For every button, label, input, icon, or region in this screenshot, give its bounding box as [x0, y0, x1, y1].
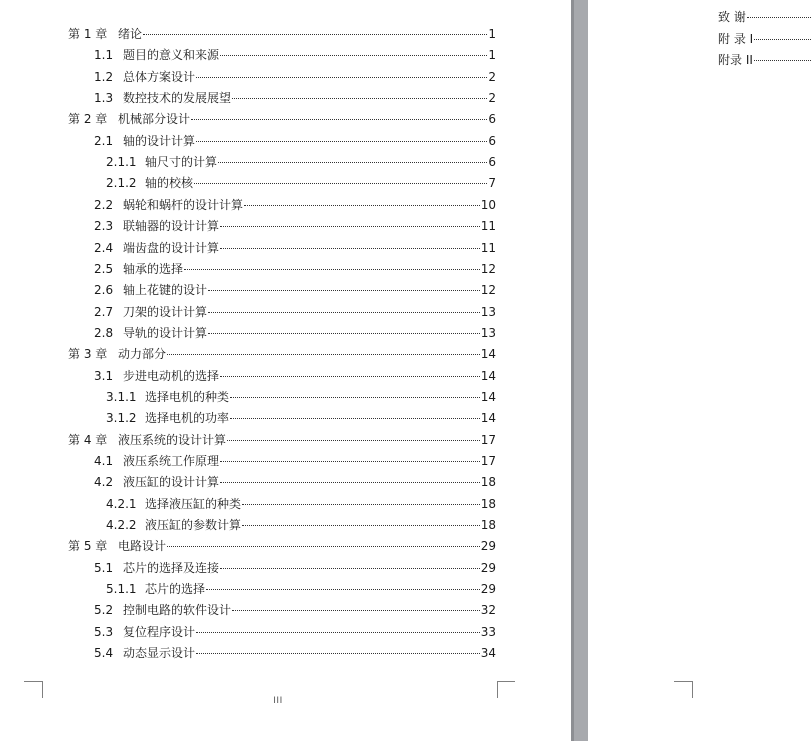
toc-leader-dots [220, 55, 487, 56]
toc-entry-page-number: 11 [480, 219, 496, 233]
toc-leader-dots [747, 17, 812, 18]
toc-entry-title: 液压系统的设计计算 [118, 433, 227, 447]
toc-entry-title: 芯片的选择 [145, 582, 206, 596]
toc-entry-title: 题目的意义和来源 [123, 48, 220, 62]
toc-entry-title: 动力部分 [118, 347, 167, 361]
toc-entry[interactable] [94, 197, 496, 213]
toc-entry[interactable] [94, 304, 496, 320]
toc-entry[interactable] [94, 90, 496, 106]
toc-entry-page-number: 29 [480, 582, 496, 596]
toc-entry-number: 4.2.2 [106, 518, 137, 532]
toc-entry[interactable] [94, 47, 496, 63]
toc-entry[interactable] [94, 624, 496, 640]
toc-entry[interactable] [106, 581, 496, 597]
toc-entry-title: 轴上花键的设计 [123, 283, 208, 297]
toc-entry-title: 液压缸的设计计算 [123, 475, 220, 489]
toc-leader-dots [242, 504, 480, 505]
page-shadow [571, 0, 574, 741]
toc-entry-page-number: 6 [488, 155, 496, 169]
toc-leader-dots [208, 312, 480, 313]
toc-leader-dots [184, 269, 480, 270]
corner-mark-bottom-right-h [497, 681, 515, 682]
toc-entry-appendix-1[interactable] [718, 31, 812, 47]
page-number-footer: III [273, 696, 283, 706]
toc-leader-dots [244, 205, 480, 206]
toc-entry[interactable] [106, 175, 496, 191]
toc-entry-number: 5.3 [94, 625, 114, 639]
toc-entry-number: 5.1.1 [106, 582, 137, 596]
toc-entry-number: 第 4 章 [68, 433, 108, 447]
toc-entry-page-number: 18 [480, 497, 496, 511]
toc-entry-number: 2.1.2 [106, 176, 137, 190]
toc-entry-number: 2.8 [94, 326, 114, 340]
toc-entry[interactable] [68, 538, 496, 554]
toc-leader-dots [218, 162, 487, 163]
toc-entry-title: 致 谢 [718, 10, 746, 24]
toc-entry-number: 2.3 [94, 219, 114, 233]
toc-entry-title: 总体方案设计 [123, 70, 196, 84]
toc-leader-dots [143, 34, 487, 35]
toc-entry-number: 4.1 [94, 454, 114, 468]
toc-entry-page-number: 29 [480, 539, 496, 553]
toc-entry[interactable] [94, 453, 496, 469]
toc-entry-title: 复位程序设计 [123, 625, 196, 639]
toc-entry[interactable] [94, 602, 496, 618]
toc-entry-title: 附 录 I [718, 32, 754, 46]
toc-leader-dots [167, 354, 480, 355]
toc-entry-title: 液压系统工作原理 [123, 454, 220, 468]
toc-entry[interactable] [106, 410, 496, 426]
toc-entry-number: 3.1 [94, 369, 114, 383]
toc-entry-page-number: 14 [480, 390, 496, 404]
toc-entry-appendix-2[interactable] [718, 52, 812, 68]
toc-entry-acknowledgements[interactable] [718, 9, 812, 25]
toc-entry-page-number: 13 [480, 305, 496, 319]
toc-entry-number: 5.1 [94, 561, 114, 575]
toc-entry[interactable] [94, 368, 496, 384]
toc-leader-dots [196, 77, 487, 78]
toc-leader-dots [232, 610, 480, 611]
toc-entry-title: 轴尺寸的计算 [145, 155, 218, 169]
toc-entry[interactable] [94, 282, 496, 298]
toc-leader-dots [230, 397, 480, 398]
toc-entry-title: 刀架的设计计算 [123, 305, 208, 319]
toc-entry-number: 2.1 [94, 134, 114, 148]
toc-entry-title: 机械部分设计 [118, 112, 191, 126]
toc-entry-title: 轴的校核 [145, 176, 194, 190]
toc-entry-page-number: 1 [488, 48, 496, 62]
toc-leader-dots [232, 98, 487, 99]
toc-entry-title: 选择电机的功率 [145, 411, 230, 425]
document-page-right [588, 0, 812, 741]
toc-entry[interactable] [68, 111, 496, 127]
toc-entry-page-number: 2 [488, 91, 496, 105]
toc-entry-page-number: 17 [480, 433, 496, 447]
toc-leader-dots [227, 440, 480, 441]
toc-entry[interactable] [94, 474, 496, 490]
toc-entry-number: 3.1.1 [106, 390, 137, 404]
toc-entry-title: 选择电机的种类 [145, 390, 230, 404]
toc-leader-dots [208, 333, 480, 334]
toc-leader-dots [167, 546, 480, 547]
toc-leader-dots [206, 589, 480, 590]
toc-entry-title: 电路设计 [118, 539, 167, 553]
toc-entry-page-number: 18 [480, 475, 496, 489]
toc-entry-number: 2.2 [94, 198, 114, 212]
toc-leader-dots [196, 141, 487, 142]
toc-entry-page-number: 1 [488, 27, 496, 41]
toc-leader-dots [194, 183, 487, 184]
toc-entry-title: 液压缸的参数计算 [145, 518, 242, 532]
toc-leader-dots [220, 568, 480, 569]
toc-entry-page-number: 6 [488, 134, 496, 148]
toc-entry-number: 2.6 [94, 283, 114, 297]
toc-entry-number: 2.5 [94, 262, 114, 276]
toc-entry-title: 选择液压缸的种类 [145, 497, 242, 511]
toc-entry-page-number: 6 [488, 112, 496, 126]
toc-entry-number: 第 3 章 [68, 347, 108, 361]
toc-entry-page-number: 12 [480, 262, 496, 276]
toc-entry[interactable] [106, 389, 496, 405]
toc-entry-number: 1.2 [94, 70, 114, 84]
toc-entry-page-number: 33 [480, 625, 496, 639]
toc-entry-number: 4.2 [94, 475, 114, 489]
toc-entry-page-number: 14 [480, 369, 496, 383]
toc-entry-number: 2.4 [94, 241, 114, 255]
toc-entry-page-number: 29 [480, 561, 496, 575]
toc-entry[interactable] [94, 261, 496, 277]
toc-entry-number: 2.1.1 [106, 155, 137, 169]
toc-entry[interactable] [94, 325, 496, 341]
toc-entry-page-number: 17 [480, 454, 496, 468]
toc-entry-number: 5.2 [94, 603, 114, 617]
toc-entry[interactable] [106, 517, 496, 533]
toc-entry-title: 数控技术的发展展望 [123, 91, 232, 105]
toc-entry[interactable] [94, 240, 496, 256]
corner-mark-bottom-left-v [42, 681, 43, 698]
toc-entry[interactable] [68, 346, 496, 362]
toc-leader-dots [754, 60, 812, 61]
toc-leader-dots [230, 418, 480, 419]
toc-entry-title: 轴承的选择 [123, 262, 184, 276]
toc-entry-page-number: 14 [480, 411, 496, 425]
toc-leader-dots [191, 119, 487, 120]
toc-entry-page-number: 11 [480, 241, 496, 255]
toc-entry-number: 5.4 [94, 646, 114, 660]
toc-entry-number: 1.1 [94, 48, 114, 62]
toc-entry-title: 绪论 [118, 27, 143, 41]
corner-mark-bottom-right-v [497, 681, 498, 698]
toc-entry-title: 联轴器的设计计算 [123, 219, 220, 233]
toc-entry-number: 1.3 [94, 91, 114, 105]
toc-entry[interactable] [68, 432, 496, 448]
toc-entry[interactable] [106, 496, 496, 512]
toc-entry-title: 附录 II [718, 53, 753, 67]
toc-entry-title: 芯片的选择及连接 [123, 561, 220, 575]
corner-mark-bottom-left-v [692, 681, 693, 698]
toc-entry[interactable] [68, 26, 496, 42]
toc-entry-number: 第 1 章 [68, 27, 108, 41]
toc-leader-dots [208, 290, 480, 291]
toc-leader-dots [220, 482, 480, 483]
toc-leader-dots [220, 461, 480, 462]
toc-leader-dots [196, 653, 480, 654]
toc-entry-number: 第 2 章 [68, 112, 108, 126]
toc-entry-page-number: 10 [480, 198, 496, 212]
toc-leader-dots [220, 376, 480, 377]
toc-entry-title: 动态显示设计 [123, 646, 196, 660]
toc-entry-page-number: 2 [488, 70, 496, 84]
toc-entry-page-number: 32 [480, 603, 496, 617]
toc-entry-page-number: 13 [480, 326, 496, 340]
toc-entry-title: 蜗轮和蜗杆的设计计算 [123, 198, 244, 212]
toc-leader-dots [196, 632, 480, 633]
toc-entry[interactable] [94, 645, 496, 661]
toc-leader-dots [220, 248, 480, 249]
toc-entry-title: 端齿盘的设计计算 [123, 241, 220, 255]
toc-entry[interactable] [94, 133, 496, 149]
toc-leader-dots [754, 39, 812, 40]
toc-entry-title: 步进电动机的选择 [123, 369, 220, 383]
toc-entry[interactable] [94, 69, 496, 85]
toc-entry[interactable] [94, 560, 496, 576]
corner-mark-bottom-left-h [24, 681, 42, 682]
toc-entry-page-number: 18 [480, 518, 496, 532]
toc-entry-title: 控制电路的软件设计 [123, 603, 232, 617]
toc-entry-page-number: 12 [480, 283, 496, 297]
corner-mark-bottom-left-h [674, 681, 692, 682]
toc-entry-title: 轴的设计计算 [123, 134, 196, 148]
toc-entry-page-number: 14 [480, 347, 496, 361]
toc-entry-number: 3.1.2 [106, 411, 137, 425]
toc-entry[interactable] [94, 218, 496, 234]
toc-entry-number: 第 5 章 [68, 539, 108, 553]
toc-entry-number: 2.7 [94, 305, 114, 319]
toc-leader-dots [242, 525, 480, 526]
toc-entry-page-number: 7 [488, 176, 496, 190]
toc-entry-page-number: 34 [480, 646, 496, 660]
toc-entry-number: 4.2.1 [106, 497, 137, 511]
toc-entry[interactable] [106, 154, 496, 170]
toc-entry-title: 导轨的设计计算 [123, 326, 208, 340]
toc-leader-dots [220, 226, 480, 227]
